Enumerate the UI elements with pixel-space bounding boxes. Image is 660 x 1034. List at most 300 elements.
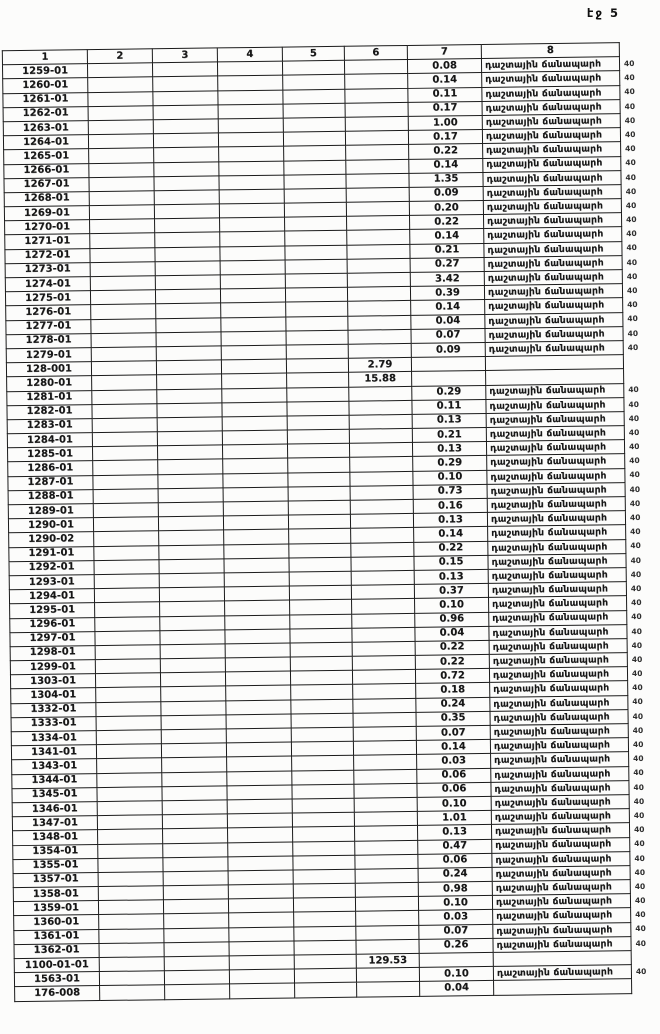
land-use-cell: դաշտային ճանապարհ	[483, 199, 621, 215]
land-use-cell: դաշտային ճանապարհ	[481, 57, 619, 73]
empty-cell-col5	[289, 557, 351, 572]
empty-cell-col2	[90, 290, 155, 305]
empty-cell-col2	[98, 872, 163, 887]
empty-cell-col4	[218, 75, 283, 90]
empty-cell-col4	[220, 260, 285, 275]
empty-cell-col5	[283, 117, 345, 132]
parcel-code-cell: 1348-01	[13, 830, 98, 845]
empty-cell-col4	[221, 302, 286, 317]
empty-cell-col4	[228, 856, 293, 871]
empty-cell-col5	[283, 103, 345, 118]
empty-cell-col2	[92, 418, 157, 433]
empty-cell-col3	[160, 672, 225, 687]
parcel-code-cell: 1347-01	[12, 816, 97, 831]
parcel-code-cell: 1288-01	[8, 489, 93, 504]
empty-cell-col5	[282, 60, 344, 75]
land-use-cell: դաշտային ճանապարհ	[488, 539, 626, 555]
margin-mark: 40	[629, 512, 641, 523]
parcel-code-cell: 1344-01	[12, 773, 97, 788]
empty-cell-col5	[293, 855, 355, 870]
empty-cell-col4	[223, 515, 288, 530]
margin-mark: 40	[628, 442, 640, 452]
empty-cell-col5	[287, 387, 349, 402]
empty-cell-col4	[218, 90, 283, 105]
land-use-cell: դաշտային ճանապարհ	[493, 908, 631, 924]
parcel-code-cell: 1281-01	[7, 390, 92, 405]
area-value-cell: 0.14	[409, 158, 483, 173]
empty-cell-col2	[96, 744, 161, 759]
parcel-code-cell: 1289-01	[8, 504, 93, 519]
total-value-cell	[349, 386, 412, 401]
area-value-cell: 0.39	[410, 286, 484, 301]
empty-cell-col2	[88, 106, 153, 121]
empty-cell-col3	[157, 431, 222, 446]
empty-cell-col2	[92, 446, 157, 461]
empty-cell-col5	[293, 883, 355, 898]
total-value-cell	[356, 925, 419, 940]
empty-cell-col5	[284, 202, 346, 217]
area-value-cell: 0.73	[413, 484, 487, 499]
land-use-cell: դաշտային ճանապարհ	[484, 227, 622, 243]
parcel-code-cell: 1275-01	[5, 291, 90, 306]
empty-cell-col4	[219, 175, 284, 190]
total-value-cell	[350, 457, 413, 472]
margin-mark: 40	[634, 867, 646, 877]
empty-cell-col3	[163, 857, 228, 872]
empty-cell-col4	[228, 842, 293, 857]
area-value-cell	[411, 357, 485, 372]
parcel-code-cell: 1282-01	[7, 404, 92, 419]
parcel-code-cell: 1267-01	[4, 177, 89, 192]
empty-cell-col4	[225, 629, 290, 644]
total-value-cell	[351, 556, 414, 571]
empty-cell-col4	[223, 458, 288, 473]
total-value-cell	[346, 187, 409, 202]
margin-mark: 40	[631, 654, 643, 664]
area-value-cell: 0.24	[416, 697, 490, 712]
empty-cell-col2	[95, 630, 160, 645]
margin-mark: 40	[632, 739, 644, 750]
total-value-cell: 2.79	[348, 358, 411, 373]
empty-cell-col3	[154, 176, 219, 191]
empty-cell-col3	[160, 658, 225, 673]
land-use-cell: դաշտային ճանապարհ	[490, 695, 628, 711]
empty-cell-col4	[229, 912, 294, 927]
empty-cell-col3	[156, 303, 221, 318]
empty-cell-col5	[288, 458, 350, 473]
margin-mark: 40	[633, 810, 645, 821]
total-value-cell	[349, 443, 412, 458]
land-use-cell: դաշտային ճանապարհ	[488, 568, 626, 584]
empty-cell-col4	[222, 444, 287, 459]
margin-mark	[623, 354, 649, 369]
empty-cell-col3	[164, 970, 229, 985]
empty-cell-col4	[221, 331, 286, 346]
total-value-cell	[356, 968, 419, 983]
margin-mark: 40	[626, 257, 638, 267]
total-value-cell	[346, 201, 409, 216]
empty-cell-col4	[225, 657, 290, 672]
area-value-cell: 0.37	[414, 584, 488, 599]
empty-cell-col5	[294, 954, 356, 969]
empty-cell-col3	[153, 90, 218, 105]
empty-cell-col4	[220, 274, 285, 289]
empty-cell-col4	[220, 246, 285, 261]
total-value-cell	[353, 698, 416, 713]
table-body	[2, 57, 657, 1002]
empty-cell-col4	[226, 728, 291, 743]
empty-cell-col5	[290, 600, 352, 615]
parcel-code-cell: 1343-01	[12, 759, 97, 774]
area-value-cell: 0.13	[414, 569, 488, 584]
total-value-cell	[349, 414, 412, 429]
land-use-cell: դաշտային ճանապարհ	[491, 795, 629, 811]
land-use-cell: դաշտային ճանապարհ	[484, 270, 622, 286]
empty-cell-col2	[94, 574, 159, 589]
total-value-cell	[350, 514, 413, 529]
parcel-code-cell: 1563-01	[14, 972, 99, 987]
area-value-cell: 1.01	[417, 811, 491, 826]
margin-mark: 40	[631, 598, 642, 608]
area-value-cell: 0.27	[410, 257, 484, 272]
parcel-code-cell: 1304-01	[11, 688, 96, 703]
empty-cell-col3	[157, 445, 222, 460]
total-value-cell	[350, 471, 413, 486]
land-use-cell: դաշտային ճանապարհ	[490, 709, 628, 725]
margin-mark: 40	[634, 853, 645, 863]
empty-cell-col4	[229, 969, 294, 984]
land-use-cell: դաշտային ճանապարհ	[487, 497, 625, 513]
margin-mark: 40	[625, 186, 637, 196]
total-value-cell	[345, 74, 408, 89]
empty-cell-col3	[158, 459, 223, 474]
land-use-cell: դաշտային ճանապարհ	[487, 454, 625, 470]
empty-cell-col2	[100, 985, 165, 1000]
empty-cell-col3	[156, 332, 221, 347]
empty-cell-col3	[163, 842, 228, 857]
parcels-table-wrap	[2, 42, 658, 1002]
empty-cell-col2	[96, 730, 161, 745]
land-use-cell: դաշտային ճանապարհ	[485, 326, 623, 342]
area-value-cell: 0.15	[414, 555, 488, 570]
empty-cell-col2	[98, 843, 163, 858]
land-use-cell: դաշտային ճանապարհ	[492, 851, 630, 867]
parcel-code-cell: 1271-01	[5, 234, 90, 249]
empty-cell-col5	[287, 415, 349, 430]
margin-mark: 40	[631, 626, 642, 636]
empty-cell-col3	[157, 417, 222, 432]
empty-cell-col5	[286, 316, 348, 331]
total-value-cell	[355, 840, 418, 855]
land-use-cell: դաշտային ճանապարհ	[486, 440, 624, 456]
empty-cell-col3	[154, 190, 219, 205]
area-value-cell: 0.20	[409, 201, 483, 216]
parcel-code-cell: 1294-01	[9, 589, 94, 604]
area-value-cell	[412, 371, 486, 386]
parcel-code-cell: 1100-01-01	[14, 958, 99, 973]
parcel-code-cell: 1284-01	[7, 433, 92, 448]
parcel-code-cell: 1286-01	[8, 461, 93, 476]
land-use-cell: դաշտային ճանապարհ	[489, 638, 627, 654]
total-value-cell	[347, 287, 410, 302]
empty-cell-col3	[157, 388, 222, 403]
parcel-code-cell: 1299-01	[10, 660, 95, 675]
empty-cell-col2	[92, 403, 157, 418]
empty-cell-col3	[154, 204, 219, 219]
land-use-cell: դաշտային ճանապարհ	[482, 71, 620, 87]
empty-cell-col5	[286, 344, 348, 359]
parcel-code-cell: 1290-01	[8, 518, 93, 533]
parcel-code-cell: 1264-01	[3, 135, 88, 150]
empty-cell-col5	[285, 287, 347, 302]
empty-cell-col4	[224, 558, 289, 573]
land-use-cell: դաշտային ճանապարհ	[492, 894, 630, 910]
empty-cell-col5	[289, 543, 351, 558]
area-value-cell: 0.22	[415, 640, 489, 655]
empty-cell-col2	[99, 943, 164, 958]
empty-cell-col3	[155, 218, 220, 233]
land-use-cell: դաշտային ճանապարհ	[489, 667, 627, 683]
land-use-cell: դաշտային ճանապարհ	[486, 397, 624, 413]
empty-cell-col4	[218, 104, 283, 119]
empty-cell-col4	[217, 61, 282, 76]
total-value-cell	[347, 230, 410, 245]
total-value-cell	[348, 343, 411, 358]
empty-cell-col2	[90, 276, 155, 291]
empty-cell-col4	[224, 529, 289, 544]
empty-cell-col5	[294, 912, 356, 927]
empty-cell-col3	[158, 516, 223, 531]
land-use-cell: դաշտային ճանապարհ	[483, 213, 621, 229]
empty-cell-col4	[225, 600, 290, 615]
empty-cell-col2	[91, 347, 156, 362]
empty-cell-col2	[95, 673, 160, 688]
land-use-cell: դաշտային ճանապարհ	[493, 922, 631, 938]
parcel-code-cell: 1346-01	[12, 802, 97, 817]
empty-cell-col2	[88, 134, 153, 149]
total-value-cell: 129.53	[356, 953, 419, 968]
total-value-cell	[355, 868, 418, 883]
empty-cell-col2	[97, 815, 162, 830]
margin-mark	[632, 979, 658, 994]
empty-cell-col2	[94, 559, 159, 574]
empty-cell-col2	[98, 900, 163, 915]
total-value-cell	[349, 428, 412, 443]
total-value-cell	[354, 755, 417, 770]
parcel-code-cell: 1280-01	[7, 376, 92, 391]
empty-cell-col5	[292, 770, 354, 785]
margin-mark: 40	[624, 73, 635, 83]
empty-cell-col3	[161, 743, 226, 758]
area-value-cell: 0.35	[416, 711, 490, 726]
total-value-cell	[348, 301, 411, 316]
empty-cell-col5	[293, 897, 355, 912]
empty-cell-col3	[154, 161, 219, 176]
parcel-code-cell: 1303-01	[10, 674, 95, 689]
margin-mark: 40	[629, 456, 640, 466]
margin-mark: 40	[628, 399, 639, 409]
column-header-1: 1	[2, 50, 87, 65]
empty-cell-col5	[283, 131, 345, 146]
margin-mark: 40	[632, 725, 644, 735]
margin-mark: 40	[633, 796, 645, 806]
empty-cell-col4	[228, 898, 293, 913]
empty-cell-col3	[159, 530, 224, 545]
area-value-cell: 0.72	[415, 669, 489, 684]
area-value-cell: 0.06	[417, 768, 491, 783]
margin-mark: 40	[632, 697, 643, 707]
empty-cell-col5	[294, 926, 356, 941]
parcel-code-cell: 1359-01	[13, 901, 98, 916]
column-header-8: 8	[481, 43, 619, 59]
land-use-cell: դաշտային ճանապարհ	[491, 780, 629, 796]
margin-mark: 40	[627, 300, 638, 310]
empty-cell-col5	[292, 827, 354, 842]
total-value-cell	[350, 485, 413, 500]
area-value-cell: 0.13	[412, 442, 486, 457]
land-use-cell: դաշտային ճանապարհ	[487, 482, 625, 498]
empty-cell-col3	[155, 247, 220, 262]
empty-cell-col4	[220, 232, 285, 247]
margin-mark: 40	[626, 243, 637, 253]
empty-cell-col3	[160, 601, 225, 616]
parcel-code-cell: 1283-01	[7, 418, 92, 433]
margin-mark: 40	[634, 839, 645, 849]
empty-cell-col2	[87, 63, 152, 78]
margin-mark: 40	[630, 555, 642, 565]
empty-cell-col3	[160, 630, 225, 645]
empty-cell-col4	[222, 402, 287, 417]
total-value-cell	[346, 159, 409, 174]
empty-cell-col4	[221, 345, 286, 360]
empty-cell-col3	[153, 133, 218, 148]
area-value-cell: 0.08	[407, 59, 481, 74]
land-use-cell: դաշտային ճանապարհ	[489, 596, 627, 612]
empty-cell-col3	[163, 828, 228, 843]
area-value-cell	[419, 952, 493, 967]
area-value-cell: 0.96	[415, 612, 489, 627]
empty-cell-col2	[89, 148, 154, 163]
area-value-cell: 0.21	[410, 243, 484, 258]
area-value-cell: 0.17	[408, 130, 482, 145]
empty-cell-col3	[164, 927, 229, 942]
empty-cell-col5	[292, 784, 354, 799]
land-use-cell: դաշտային ճանապարհ	[491, 766, 629, 782]
margin-mark: 40	[624, 115, 636, 125]
empty-cell-col5	[287, 429, 349, 444]
margin-mark: 40	[632, 683, 643, 693]
parcel-code-cell: 1354-01	[13, 844, 98, 859]
area-value-cell: 0.14	[414, 527, 488, 542]
empty-cell-col2	[91, 304, 156, 319]
area-value-cell: 0.14	[416, 740, 490, 755]
area-value-cell: 0.11	[408, 87, 482, 102]
land-use-cell: դաշտային ճանապարհ	[492, 865, 630, 881]
parcel-code-cell: 1292-01	[9, 560, 94, 575]
empty-cell-col2	[93, 460, 158, 475]
area-value-cell: 0.07	[419, 924, 493, 939]
margin-mark: 40	[624, 101, 636, 111]
empty-cell-col3	[155, 261, 220, 276]
empty-cell-col3	[155, 289, 220, 304]
empty-cell-col5	[287, 373, 349, 388]
margin-mark: 40	[625, 144, 636, 154]
empty-cell-col4	[225, 671, 290, 686]
empty-cell-col3	[157, 374, 222, 389]
empty-cell-col5	[284, 146, 346, 161]
empty-cell-col2	[98, 857, 163, 872]
empty-cell-col4	[219, 189, 284, 204]
empty-cell-col4	[225, 615, 290, 630]
total-value-cell	[345, 102, 408, 117]
empty-cell-col5	[285, 259, 347, 274]
empty-cell-col2	[99, 957, 164, 972]
empty-cell-col4	[227, 799, 292, 814]
margin-mark: 40	[632, 711, 644, 721]
margin-mark	[624, 369, 650, 384]
empty-cell-col4	[222, 416, 287, 431]
land-use-cell: դաշտային ճանապարհ	[487, 511, 625, 527]
land-use-cell: դաշտային ճանապարհ	[490, 681, 628, 697]
land-use-cell: դաշտային ճանապարհ	[484, 255, 622, 271]
parcel-code-cell: 1277-01	[6, 319, 91, 334]
empty-cell-col5	[290, 656, 352, 671]
total-value-cell	[353, 712, 416, 727]
empty-cell-col5	[289, 585, 351, 600]
parcel-code-cell: 1274-01	[5, 277, 90, 292]
margin-mark: 40	[626, 271, 638, 281]
total-value-cell	[346, 145, 409, 160]
empty-cell-col4	[222, 388, 287, 403]
area-value-cell: 0.06	[418, 853, 492, 868]
empty-cell-col2	[99, 971, 164, 986]
empty-cell-col4	[227, 785, 292, 800]
parcel-code-cell: 1263-01	[3, 121, 88, 136]
empty-cell-col5	[285, 231, 347, 246]
empty-cell-col4	[224, 544, 289, 559]
empty-cell-col2	[95, 645, 160, 660]
total-value-cell	[350, 499, 413, 514]
empty-cell-col5	[290, 670, 352, 685]
empty-cell-col4	[226, 700, 291, 715]
land-use-cell: դաշտային ճանապարհ	[486, 412, 624, 428]
area-value-cell: 0.98	[418, 881, 492, 896]
total-value-cell	[352, 599, 415, 614]
empty-cell-col2	[97, 772, 162, 787]
empty-cell-col3	[163, 885, 228, 900]
land-use-cell: դաշտային ճանապարհ	[488, 553, 626, 569]
parcel-code-cell: 1297-01	[10, 631, 95, 646]
parcel-code-cell: 1272-01	[5, 248, 90, 263]
land-use-cell: դաշտային ճանապարհ	[485, 341, 623, 357]
parcel-code-cell: 1358-01	[13, 887, 98, 902]
total-value-cell	[345, 88, 408, 103]
empty-cell-col5	[284, 160, 346, 175]
area-value-cell: 0.10	[415, 598, 489, 613]
empty-cell-col2	[90, 233, 155, 248]
parcel-code-cell: 1296-01	[10, 617, 95, 632]
area-value-cell: 0.11	[412, 399, 486, 414]
empty-cell-col3	[164, 942, 229, 957]
land-use-cell: դաշտային ճանապարհ	[482, 114, 620, 130]
total-value-cell	[357, 982, 420, 997]
parcel-code-cell: 1345-01	[12, 787, 97, 802]
empty-cell-col3	[159, 559, 224, 574]
parcel-code-cell: 1355-01	[13, 858, 98, 873]
empty-cell-col2	[88, 91, 153, 106]
total-value-cell	[352, 641, 415, 656]
empty-cell-col5	[292, 798, 354, 813]
